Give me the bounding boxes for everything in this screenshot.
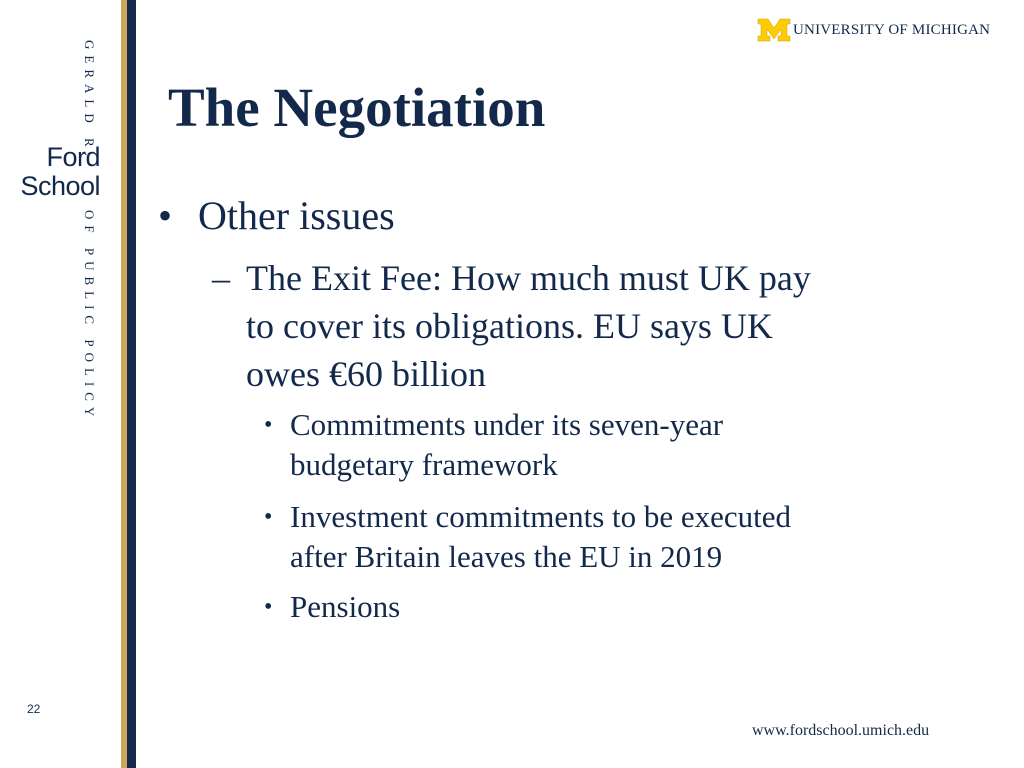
logo-gerald-r: GERALD R. [82, 40, 97, 162]
sub-bullet-text: The Exit Fee: How much must UK pay to cover its obligations. EU says UK owes €60 billion [246, 258, 811, 394]
bullet-icon: • [264, 412, 273, 438]
slide-title: The Negotiation [168, 77, 546, 138]
dash-icon: – [212, 258, 230, 298]
logo-school: School [20, 171, 100, 201]
bullet-other-issues [158, 190, 395, 242]
logo-of-public-policy: OF PUBLIC POLICY [82, 210, 97, 423]
university-name: UNIVERSITY OF MICHIGAN [793, 21, 991, 38]
bullet-text: Other issues [198, 193, 395, 238]
sub-sub-bullet-text: Pensions [290, 589, 401, 624]
sub-sub-bullet-text: Commitments under its seven-year budgetary framework [290, 407, 724, 482]
logo-ford: Ford [46, 142, 100, 172]
sub-sub-bullet-text: Investment commitments to be executed after Britain leaves the EU in 2019 [290, 499, 792, 574]
bullet-icon: • [264, 504, 273, 530]
page-number: 22 [27, 702, 41, 716]
footer-url: www.fordschool.umich.edu [752, 722, 930, 739]
bullet-icon: • [158, 193, 173, 238]
bullet-icon: • [264, 594, 273, 620]
